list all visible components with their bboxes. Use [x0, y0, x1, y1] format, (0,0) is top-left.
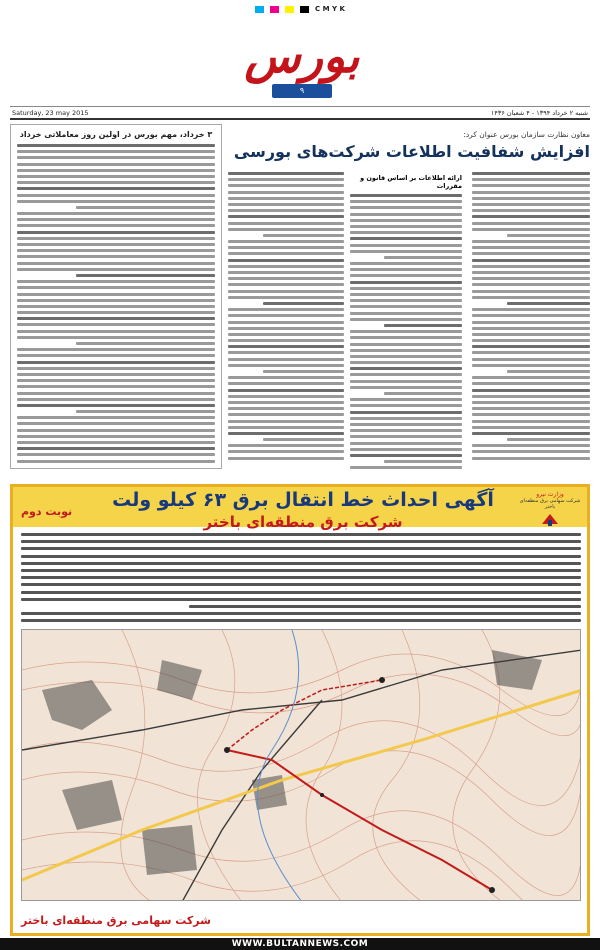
text-line	[350, 343, 462, 346]
text-line	[17, 243, 215, 246]
text-line	[17, 280, 215, 283]
text-line	[350, 206, 462, 209]
text-line	[17, 175, 215, 178]
text-line	[472, 259, 590, 262]
text-line	[76, 342, 215, 345]
text-line	[472, 252, 590, 255]
text-line	[228, 401, 344, 404]
text-line	[228, 228, 344, 231]
text-line	[228, 184, 344, 187]
text-line	[350, 336, 462, 339]
text-line	[350, 312, 462, 315]
text-line	[350, 268, 462, 271]
text-line	[472, 283, 590, 286]
text-line	[17, 224, 215, 227]
text-line	[228, 172, 344, 175]
text-line	[263, 302, 344, 305]
lead-story-column-1	[472, 172, 590, 469]
text-line	[350, 380, 462, 383]
text-line	[21, 533, 581, 536]
ad-subtitle: شرکت برق منطقه‌ای باختر	[203, 513, 403, 531]
text-line	[17, 262, 215, 265]
newspaper-logo[interactable]	[232, 26, 372, 104]
text-line	[472, 401, 590, 404]
lead-story-column-3	[228, 172, 344, 469]
text-line	[17, 422, 215, 425]
text-line	[228, 321, 344, 324]
text-line	[17, 447, 215, 450]
text-line	[507, 370, 590, 373]
ad-title: آگهی احداث خط انتقال برق ۶۳ کیلو ولت	[112, 489, 494, 511]
text-line	[350, 274, 462, 277]
text-line	[350, 262, 462, 265]
text-line	[350, 429, 462, 432]
text-line	[17, 311, 215, 314]
text-line	[350, 411, 462, 414]
persian-date: شنبه ۲ خرداد ۱۳۹۴ - ۴ شعبان ۱۴۳۶	[490, 109, 588, 117]
cyan-swatch	[255, 6, 264, 13]
text-line	[507, 302, 590, 305]
text-line	[17, 305, 215, 308]
text-line	[472, 246, 590, 249]
power-line-advertisement	[10, 484, 590, 936]
text-line	[263, 234, 344, 237]
text-line	[17, 299, 215, 302]
side-story-box	[10, 124, 222, 469]
text-line	[17, 249, 215, 252]
text-line	[350, 287, 462, 290]
text-line	[228, 265, 344, 268]
text-line	[350, 466, 462, 469]
text-line	[472, 432, 590, 435]
text-line	[472, 228, 590, 231]
lead-headline[interactable]: افزایش شفافیت اطلاعات شرکت‌های بورسی	[233, 142, 590, 161]
topographic-map-icon	[22, 630, 581, 901]
text-line	[21, 569, 581, 572]
text-line	[472, 457, 590, 460]
text-line	[350, 237, 462, 240]
ad-notice-label: نوبت دوم	[21, 505, 73, 518]
text-line	[228, 413, 344, 416]
text-line	[507, 234, 590, 237]
text-line	[21, 598, 581, 601]
text-line	[228, 432, 344, 435]
text-line	[228, 389, 344, 392]
text-line	[17, 392, 215, 395]
text-line	[17, 398, 215, 401]
text-line	[384, 392, 462, 395]
text-line	[472, 178, 590, 181]
ad-footer-company: شرکت سهامی برق منطقه‌ای باختر	[21, 914, 211, 927]
text-line	[384, 324, 462, 327]
text-line	[472, 197, 590, 200]
text-line	[17, 429, 215, 432]
text-line	[17, 348, 215, 351]
ministry-label: وزارت نیرو	[536, 491, 564, 498]
text-line	[472, 271, 590, 274]
site-url[interactable]: WWW.BULTANNEWS.COM	[231, 939, 369, 949]
text-line	[228, 382, 344, 385]
text-line	[350, 281, 462, 284]
text-line	[472, 172, 590, 175]
text-line	[228, 283, 344, 286]
logo-text: بورس	[244, 29, 360, 83]
text-line	[350, 213, 462, 216]
text-line	[472, 389, 590, 392]
logo-badge: ۹	[272, 84, 332, 98]
text-line	[350, 435, 462, 438]
text-line	[17, 156, 215, 159]
text-line	[228, 259, 344, 262]
text-line	[228, 271, 344, 274]
text-line	[472, 296, 590, 299]
text-line	[228, 333, 344, 336]
text-line	[507, 438, 590, 441]
masthead	[0, 18, 600, 106]
text-line	[350, 454, 462, 457]
text-line	[350, 244, 462, 247]
text-line	[350, 423, 462, 426]
text-line	[350, 299, 462, 302]
text-line	[472, 265, 590, 268]
registration-label: C M Y K	[315, 5, 345, 13]
text-line	[17, 460, 215, 463]
black-swatch	[300, 6, 309, 13]
text-line	[21, 562, 581, 565]
text-line	[17, 144, 215, 147]
text-line	[17, 187, 215, 190]
text-line	[384, 460, 462, 463]
text-line	[472, 364, 590, 367]
side-story-body	[17, 144, 215, 463]
text-line	[472, 345, 590, 348]
company-small-label: شرکت سهامی برق منطقه‌ای باختر	[519, 498, 581, 510]
text-line	[228, 277, 344, 280]
text-line	[350, 318, 462, 321]
text-line	[17, 323, 215, 326]
text-line	[228, 246, 344, 249]
ministry-logo	[519, 491, 581, 531]
text-line	[228, 203, 344, 206]
text-line	[228, 407, 344, 410]
text-line	[17, 441, 215, 444]
text-line	[17, 237, 215, 240]
text-line	[350, 367, 462, 370]
text-line	[17, 194, 215, 197]
text-line	[17, 286, 215, 289]
text-line	[17, 354, 215, 357]
text-line	[263, 438, 344, 441]
text-line	[472, 308, 590, 311]
text-line	[17, 404, 215, 407]
text-line	[228, 376, 344, 379]
text-line	[76, 274, 215, 277]
text-line	[350, 219, 462, 222]
text-line	[472, 277, 590, 280]
text-line	[350, 442, 462, 445]
text-line	[350, 194, 462, 197]
lead-story-column-2	[350, 172, 462, 469]
text-line	[228, 290, 344, 293]
text-line	[21, 619, 581, 622]
dateline	[10, 106, 590, 120]
lead-kicker: معاون نظارت سازمان بورس عنوان کرد:	[463, 130, 590, 139]
text-line	[228, 209, 344, 212]
text-line	[472, 327, 590, 330]
ad-body-text	[21, 533, 581, 625]
text-line	[472, 358, 590, 361]
text-line	[228, 364, 344, 367]
text-line	[228, 314, 344, 317]
text-line	[350, 231, 462, 234]
text-line	[228, 426, 344, 429]
text-line	[472, 339, 590, 342]
route-map[interactable]	[21, 629, 581, 901]
text-line	[21, 547, 581, 550]
text-line	[350, 417, 462, 420]
text-line	[472, 395, 590, 398]
text-line	[17, 181, 215, 184]
text-line	[17, 293, 215, 296]
text-line	[228, 222, 344, 225]
text-line	[472, 426, 590, 429]
text-line	[350, 330, 462, 333]
text-line	[228, 395, 344, 398]
text-line	[228, 178, 344, 181]
text-line	[76, 206, 215, 209]
text-line	[17, 169, 215, 172]
text-line	[263, 370, 344, 373]
text-line	[350, 225, 462, 228]
text-line	[472, 420, 590, 423]
text-line	[472, 215, 590, 218]
text-line	[17, 150, 215, 153]
text-line	[21, 555, 581, 558]
text-line	[17, 330, 215, 333]
text-line	[350, 349, 462, 352]
registration-marks	[200, 4, 400, 14]
text-line	[76, 410, 215, 413]
text-line	[17, 361, 215, 364]
text-line	[189, 605, 581, 608]
text-line	[350, 404, 462, 407]
text-line	[17, 336, 215, 339]
text-line	[21, 576, 581, 579]
text-line	[350, 398, 462, 401]
text-line	[17, 379, 215, 382]
text-line	[472, 450, 590, 453]
ministry-emblem-icon	[540, 512, 560, 528]
text-line	[228, 444, 344, 447]
text-line	[350, 448, 462, 451]
text-line	[350, 200, 462, 203]
text-line	[472, 376, 590, 379]
text-line	[472, 209, 590, 212]
text-line	[228, 191, 344, 194]
text-line	[21, 540, 581, 543]
text-line	[228, 252, 344, 255]
text-line	[350, 293, 462, 296]
text-line	[472, 351, 590, 354]
text-line	[17, 231, 215, 234]
text-line	[17, 163, 215, 166]
text-section	[10, 124, 590, 479]
text-line	[228, 345, 344, 348]
text-line	[472, 413, 590, 416]
text-line	[472, 314, 590, 317]
text-line	[228, 450, 344, 453]
text-line	[472, 382, 590, 385]
text-line	[472, 184, 590, 187]
text-line	[17, 200, 215, 203]
text-line	[228, 457, 344, 460]
text-line	[384, 256, 462, 259]
text-line	[17, 385, 215, 388]
lead-subhead: ارائه اطلاعات بر اساس قانون و مقررات	[360, 174, 462, 190]
text-line	[472, 290, 590, 293]
text-line	[17, 367, 215, 370]
text-line	[228, 197, 344, 200]
text-line	[21, 591, 581, 594]
english-date: Saturday, 23 may 2015	[12, 109, 89, 117]
side-story-title: ۳ خرداد، مهم بورس در اولین روز معاملاتی خرداد	[19, 130, 213, 139]
text-line	[228, 215, 344, 218]
text-line	[17, 373, 215, 376]
text-line	[350, 373, 462, 376]
text-line	[17, 435, 215, 438]
lead-story	[350, 124, 590, 469]
text-line	[472, 321, 590, 324]
text-line	[472, 240, 590, 243]
text-line	[472, 203, 590, 206]
text-line	[17, 268, 215, 271]
text-line	[21, 583, 581, 586]
text-line	[350, 361, 462, 364]
text-line	[17, 453, 215, 456]
text-line	[228, 240, 344, 243]
text-line	[472, 222, 590, 225]
text-line	[472, 444, 590, 447]
text-line	[17, 255, 215, 258]
text-line	[228, 358, 344, 361]
text-line	[17, 212, 215, 215]
text-line	[17, 317, 215, 320]
yellow-swatch	[285, 6, 294, 13]
text-line	[472, 333, 590, 336]
text-line	[350, 386, 462, 389]
text-line	[17, 218, 215, 221]
text-line	[472, 191, 590, 194]
text-line	[228, 339, 344, 342]
text-line	[228, 327, 344, 330]
magenta-swatch	[270, 6, 279, 13]
text-line	[350, 250, 462, 253]
website-footer-bar[interactable]	[0, 938, 600, 950]
text-line	[228, 351, 344, 354]
text-line	[228, 296, 344, 299]
text-line	[350, 355, 462, 358]
text-line	[472, 407, 590, 410]
text-line	[228, 308, 344, 311]
text-line	[17, 416, 215, 419]
text-line	[21, 612, 581, 615]
text-line	[228, 420, 344, 423]
text-line	[350, 305, 462, 308]
